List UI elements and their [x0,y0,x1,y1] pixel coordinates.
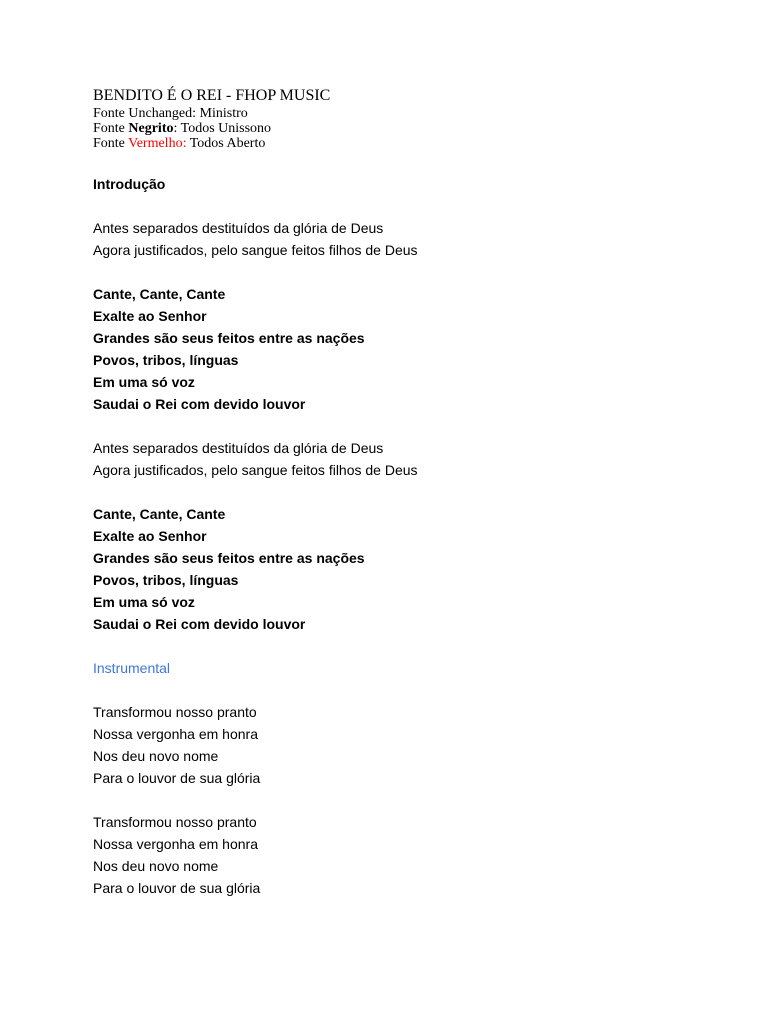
verse-1 [93,217,733,261]
legend-suffix: : Ministro [192,106,248,121]
legend-suffix: Todos Aberto [186,136,266,151]
lyric-line: Em uma só voz [93,594,195,610]
song-title: BENDITO É O REI - FHOP MUSIC [93,87,331,104]
legend-suffix: : Todos Unissono [173,121,272,136]
lyric-line: Nossa vergonha em honra [93,836,258,852]
lyric-line: Exalte ao Senhor [93,528,207,544]
lyric-line: Povos, tribos, línguas [93,352,239,368]
lyric-line: Para o louvor de sua glória [93,880,261,896]
lyric-line: Nossa vergonha em honra [93,726,258,742]
legend-prefix: Fonte [93,106,129,121]
lyric-line: Transformou nosso pranto [93,814,257,830]
bridge-1 [93,701,733,789]
legend-line-unchanged [93,106,733,121]
lyric-line: Agora justificados, pelo sangue feitos filhos de Deus [93,462,418,478]
lyric-line: Transformou nosso pranto [93,704,257,720]
lyric-line: Povos, tribos, línguas [93,572,239,588]
legend-prefix: Fonte [93,121,129,136]
bridge-2 [93,811,733,899]
lyric-line: Grandes são seus feitos entre as nações [93,550,365,566]
lyric-line: Grandes são seus feitos entre as nações [93,330,365,346]
lyric-line: Antes separados destituídos da glória de Deus [93,220,384,236]
intro-section [93,173,733,195]
legend-style-vermelho: Vermelho: [128,136,187,151]
lyric-line: Agora justificados, pelo sangue feitos filhos de Deus [93,242,418,258]
legend-prefix: Fonte [93,136,129,151]
lyric-line: Saudai o Rei com devido louvor [93,616,306,632]
instrumental-label: Instrumental [93,660,171,676]
lyric-line: Cante, Cante, Cante [93,506,226,522]
lyric-line: Para o louvor de sua glória [93,770,261,786]
legend-style-unchanged: Unchanged [128,106,193,121]
instrumental-section [93,657,733,679]
lyric-line: Nos deu novo nome [93,858,219,874]
lyrics-body [93,173,733,899]
lyric-line: Exalte ao Senhor [93,308,207,324]
document-page [93,86,733,921]
chorus-1 [93,283,733,415]
lyric-line: Em uma só voz [93,374,195,390]
intro-heading: Introdução [93,176,166,192]
chorus-2 [93,503,733,635]
legend-line-negrito [93,121,733,136]
lyric-line: Nos deu novo nome [93,748,219,764]
legend-line-vermelho [93,136,733,151]
verse-2 [93,437,733,481]
lyric-line: Cante, Cante, Cante [93,286,226,302]
legend-style-negrito: Negrito [128,121,174,136]
document-header [93,86,733,151]
lyric-line: Saudai o Rei com devido louvor [93,396,306,412]
lyric-line: Antes separados destituídos da glória de Deus [93,440,384,456]
